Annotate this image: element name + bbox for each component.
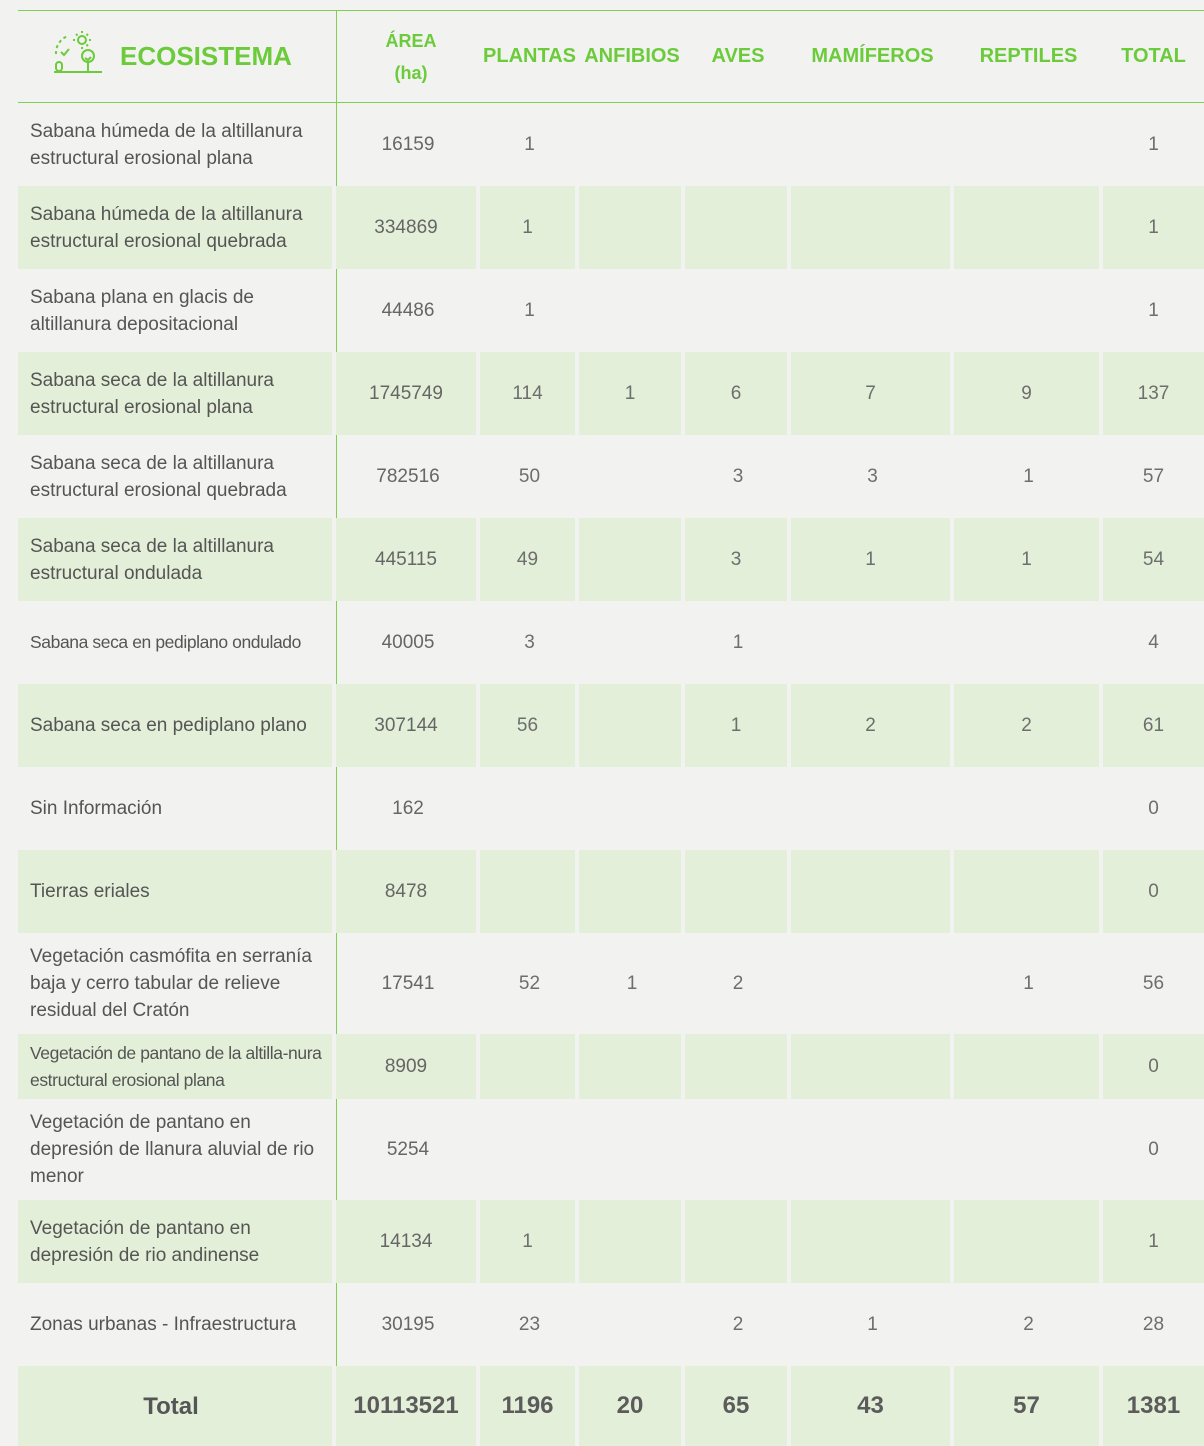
cell-mamiferos: 2 bbox=[791, 684, 954, 767]
header-total: TOTAL bbox=[1103, 11, 1204, 103]
table-row bbox=[18, 269, 1204, 352]
cell-name: Sin Información bbox=[30, 798, 163, 819]
cell-anfibios bbox=[579, 518, 685, 601]
cell-reptiles: 1 bbox=[1023, 972, 1034, 994]
cell-aves bbox=[685, 1034, 791, 1099]
total-cell-reptiles: 57 bbox=[954, 1366, 1103, 1446]
cell-anfibios bbox=[579, 684, 685, 767]
cell-reptiles: 2 bbox=[1023, 1313, 1034, 1335]
cell-name: Sabana húmeda de la altillanura estructural erosional quebrada bbox=[18, 186, 336, 269]
cell-plantas bbox=[480, 1099, 579, 1200]
cell-mamiferos bbox=[791, 186, 954, 269]
cell-name: Vegetación de pantano en depresión de llanura aluvial de rio menor bbox=[30, 1112, 315, 1187]
cell-total: 0 bbox=[1103, 1034, 1204, 1099]
header-aves: AVES bbox=[685, 11, 791, 103]
cell-anfibios bbox=[579, 1099, 685, 1200]
cell-reptiles bbox=[954, 269, 1103, 352]
cell-plantas bbox=[480, 850, 579, 933]
cell-anfibios bbox=[579, 186, 685, 269]
ecosystem-icon bbox=[52, 30, 104, 83]
cell-area: 40005 bbox=[381, 631, 435, 653]
cell-mamiferos bbox=[791, 1099, 954, 1200]
table-row bbox=[18, 1034, 1204, 1099]
cell-area: 30195 bbox=[381, 1313, 435, 1335]
cell-mamiferos: 1 bbox=[867, 1313, 878, 1335]
cell-area: 1745749 bbox=[336, 352, 480, 435]
cell-plantas: 56 bbox=[480, 684, 579, 767]
cell-mamiferos bbox=[791, 933, 954, 1034]
cell-name: Sabana seca de la altillanura estructural erosional plana bbox=[18, 352, 336, 435]
cell-area: 307144 bbox=[336, 684, 480, 767]
cell-plantas: 23 bbox=[518, 1313, 541, 1335]
cell-anfibios bbox=[579, 601, 685, 684]
cell-total: 57 bbox=[1142, 465, 1165, 487]
header-mamiferos: MAMÍFEROS bbox=[791, 11, 954, 103]
cell-mamiferos bbox=[791, 1034, 954, 1099]
cell-total: 137 bbox=[1103, 352, 1204, 435]
cell-mamiferos bbox=[791, 601, 954, 684]
cell-anfibios bbox=[579, 1283, 685, 1366]
table-row bbox=[18, 1099, 1204, 1200]
cell-name: Zonas urbanas - Infraestructura bbox=[30, 1314, 297, 1335]
cell-total: 0 bbox=[1148, 1138, 1159, 1160]
cell-aves bbox=[685, 767, 791, 850]
cell-aves: 6 bbox=[685, 352, 791, 435]
cell-reptiles: 1 bbox=[954, 518, 1103, 601]
total-cell-anfibios: 20 bbox=[579, 1366, 685, 1446]
cell-name: Tierras eriales bbox=[18, 850, 336, 933]
table-row bbox=[18, 352, 1204, 435]
cell-reptiles bbox=[954, 767, 1103, 850]
cell-name: Vegetación de pantano en depresión de rio andinense bbox=[18, 1200, 336, 1283]
cell-aves: 1 bbox=[685, 684, 791, 767]
header-anfibios: ANFIBIOS bbox=[579, 11, 685, 103]
cell-reptiles bbox=[954, 1099, 1103, 1200]
cell-mamiferos bbox=[791, 103, 954, 186]
cell-name: Sabana seca en pediplano ondulado bbox=[30, 632, 301, 652]
cell-name: Sabana seca de la altillanura estructural erosional quebrada bbox=[30, 452, 287, 501]
cell-reptiles bbox=[954, 103, 1103, 186]
total-cell-aves: 65 bbox=[685, 1366, 791, 1446]
cell-mamiferos: 1 bbox=[791, 518, 954, 601]
total-row bbox=[18, 1366, 1204, 1446]
cell-name: Sabana seca en pediplano plano bbox=[18, 684, 336, 767]
table-row bbox=[18, 1200, 1204, 1283]
cell-plantas: 1 bbox=[480, 186, 579, 269]
header-plantas: PLANTAS bbox=[480, 11, 579, 103]
table-row bbox=[18, 933, 1204, 1034]
cell-area: 44486 bbox=[381, 299, 435, 321]
cell-area: 5254 bbox=[386, 1138, 430, 1160]
cell-total: 1 bbox=[1148, 299, 1159, 321]
cell-name: Sabana húmeda de la altillanura estructural erosional plana bbox=[30, 120, 303, 169]
cell-mamiferos: 3 bbox=[867, 465, 878, 487]
cell-anfibios: 1 bbox=[626, 972, 638, 994]
table-row bbox=[18, 684, 1204, 767]
cell-plantas bbox=[480, 1034, 579, 1099]
cell-anfibios bbox=[579, 1200, 685, 1283]
cell-area: 162 bbox=[392, 797, 424, 819]
cell-name: Sabana seca de la altillanura estructural ondulada bbox=[18, 518, 336, 601]
cell-total: 61 bbox=[1103, 684, 1204, 767]
cell-anfibios: 1 bbox=[579, 352, 685, 435]
cell-area: 17541 bbox=[381, 972, 435, 994]
header-reptiles: REPTILES bbox=[954, 11, 1103, 103]
table-row bbox=[18, 767, 1204, 850]
cell-plantas: 49 bbox=[480, 518, 579, 601]
cell-area: 782516 bbox=[376, 465, 440, 487]
cell-plantas bbox=[480, 767, 579, 850]
cell-total: 1 bbox=[1103, 1200, 1204, 1283]
cell-area: 8478 bbox=[336, 850, 480, 933]
cell-aves bbox=[685, 1200, 791, 1283]
cell-anfibios bbox=[579, 767, 685, 850]
cell-reptiles bbox=[954, 1034, 1103, 1099]
cell-name: Vegetación casmófita en serranía baja y cerro tabular de relieve residual del Cratón bbox=[30, 946, 313, 1021]
table-row bbox=[18, 518, 1204, 601]
table-row bbox=[18, 850, 1204, 933]
cell-plantas: 52 bbox=[518, 972, 541, 994]
cell-total: 54 bbox=[1103, 518, 1204, 601]
cell-anfibios bbox=[579, 435, 685, 518]
cell-aves: 3 bbox=[685, 518, 791, 601]
cell-mamiferos bbox=[791, 269, 954, 352]
header-ecosistema bbox=[18, 11, 336, 103]
cell-name: Vegetación de pantano de la altilla-nura estructural erosional plana bbox=[18, 1034, 336, 1099]
total-cell-area: 10113521 bbox=[336, 1366, 480, 1446]
cell-name: Sabana plana en glacis de altillanura depositacional bbox=[30, 286, 254, 335]
header-area-line1: ÁREA bbox=[385, 30, 437, 51]
cell-anfibios bbox=[579, 103, 685, 186]
cell-aves bbox=[685, 269, 791, 352]
cell-reptiles: 2 bbox=[954, 684, 1103, 767]
cell-reptiles: 1 bbox=[1023, 465, 1034, 487]
table-row bbox=[18, 103, 1204, 186]
table-row bbox=[18, 435, 1204, 518]
cell-aves: 2 bbox=[732, 1313, 744, 1335]
cell-mamiferos: 7 bbox=[791, 352, 954, 435]
header-area bbox=[336, 11, 480, 103]
cell-area: 14134 bbox=[336, 1200, 480, 1283]
cell-aves bbox=[685, 1099, 791, 1200]
cell-anfibios bbox=[579, 269, 685, 352]
cell-plantas: 50 bbox=[518, 465, 541, 487]
cell-aves bbox=[685, 850, 791, 933]
table-row bbox=[18, 1283, 1204, 1366]
cell-aves bbox=[685, 103, 791, 186]
cell-reptiles bbox=[954, 186, 1103, 269]
cell-aves: 1 bbox=[732, 631, 744, 653]
cell-area: 16159 bbox=[381, 133, 435, 155]
cell-plantas: 3 bbox=[524, 631, 535, 653]
cell-mamiferos bbox=[791, 767, 954, 850]
cell-anfibios bbox=[579, 1034, 685, 1099]
total-cell-plantas: 1196 bbox=[480, 1366, 579, 1446]
cell-total: 0 bbox=[1148, 797, 1159, 819]
cell-total: 1 bbox=[1148, 133, 1159, 155]
ecosystem-species-table bbox=[18, 11, 1204, 1446]
total-cell-mamiferos: 43 bbox=[791, 1366, 954, 1446]
cell-area: 8909 bbox=[336, 1034, 480, 1099]
cell-total: 56 bbox=[1142, 972, 1165, 994]
cell-mamiferos bbox=[791, 1200, 954, 1283]
cell-total: 1 bbox=[1103, 186, 1204, 269]
cell-reptiles bbox=[954, 850, 1103, 933]
cell-total: 28 bbox=[1142, 1313, 1165, 1335]
cell-plantas: 114 bbox=[480, 352, 579, 435]
cell-reptiles: 9 bbox=[954, 352, 1103, 435]
header-area-line2: (ha) bbox=[394, 62, 428, 83]
cell-plantas: 1 bbox=[524, 133, 535, 155]
cell-reptiles bbox=[954, 601, 1103, 684]
cell-aves: 3 bbox=[732, 465, 744, 487]
cell-plantas: 1 bbox=[524, 299, 535, 321]
cell-aves: 2 bbox=[732, 972, 744, 994]
cell-total: 0 bbox=[1103, 850, 1204, 933]
table-row bbox=[18, 601, 1204, 684]
total-cell-total: 1381 bbox=[1103, 1366, 1204, 1446]
cell-mamiferos bbox=[791, 850, 954, 933]
table-row bbox=[18, 186, 1204, 269]
cell-aves bbox=[685, 186, 791, 269]
cell-plantas: 1 bbox=[480, 1200, 579, 1283]
cell-area: 334869 bbox=[336, 186, 480, 269]
cell-total: 4 bbox=[1148, 631, 1159, 653]
cell-reptiles bbox=[954, 1200, 1103, 1283]
cell-area: 445115 bbox=[336, 518, 480, 601]
total-cell-name: Total bbox=[18, 1366, 336, 1446]
cell-anfibios bbox=[579, 850, 685, 933]
header-ecosistema-label: ECOSISTEMA bbox=[120, 41, 292, 71]
